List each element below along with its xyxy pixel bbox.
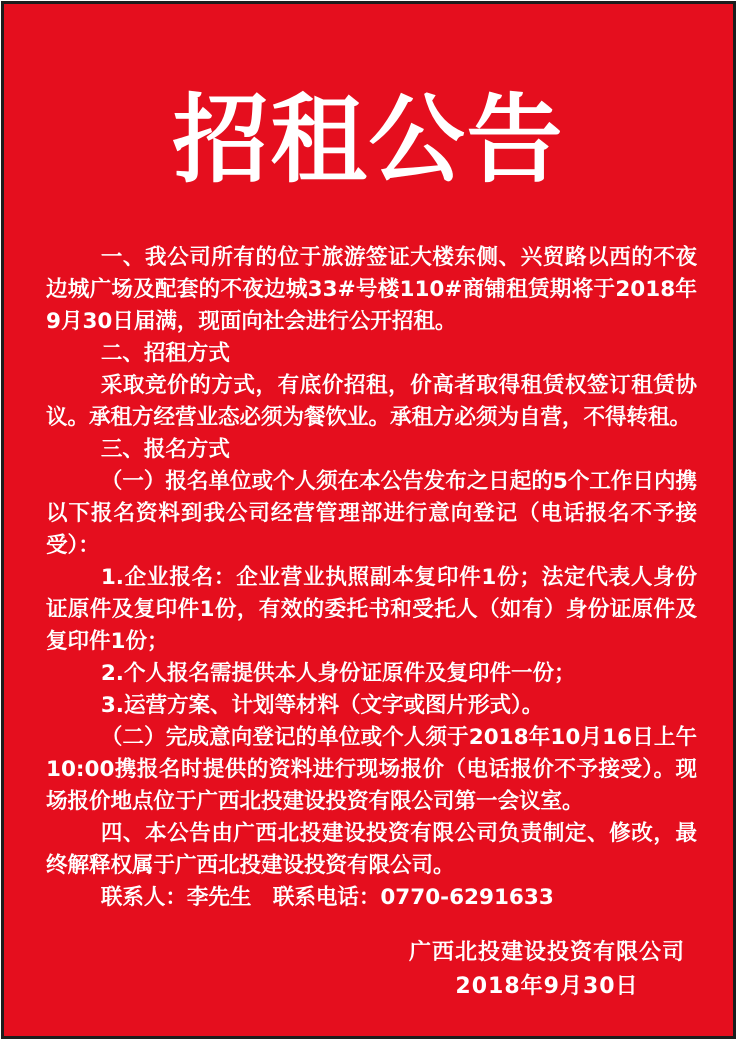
signature-company: 广西北投建设投资有限公司 bbox=[408, 940, 685, 965]
poster-title: 招租公告 bbox=[172, 83, 565, 196]
para-registration: （一）报名单位或个人须在本公告发布之日起的5个工作日内携以下报名资料到我公司经营管理部进行意向登记（电话报名不予接受）： bbox=[46, 469, 697, 558]
para-bidding: （二）完成意向登记的单位或个人须于2018年10月16日上午10:00携报名时提供的资料进行现场报价（电话报价不予接受）。现场报价地点位于广西北投建设投资有限公司第一会议室。 bbox=[46, 725, 697, 814]
rental-announcement-poster bbox=[1, 1, 736, 1039]
para-rental-method: 采取竞价的方式，有底价招租，价高者取得租赁权签订租赁协议。承租方经营业态必须为餐饮业。承租方必须为自营，不得转租。 bbox=[46, 373, 697, 430]
para-item-2: 2.个人报名需提供本人身份证原件及复印件一份； bbox=[100, 661, 576, 686]
para-section-4: 四、本公告由广西北投建设投资有限公司负责制定、修改，最终解释权属于广西北投建设投资有限公司。 bbox=[46, 821, 697, 878]
para-item-3: 3.运营方案、计划等材料（文字或图片形式）。 bbox=[100, 693, 544, 718]
announcement-body bbox=[46, 242, 697, 914]
signature-block bbox=[409, 936, 685, 1004]
signature-date: 2018年9月30日 bbox=[455, 974, 639, 999]
para-contact: 联系人：李先生 联系电话：0770-6291633 bbox=[100, 885, 554, 910]
para-item-1: 1.企业报名：企业营业执照副本复印件1份；法定代表人身份证原件及复印件1份，有效的委托书和受托人（如有）身份证原件及复印件1份； bbox=[46, 565, 697, 654]
heading-section-2: 二、招租方式 bbox=[100, 341, 230, 366]
para-intro: 一、我公司所有的位于旅游签证大楼东侧、兴贸路以西的不夜边城广场及配套的不夜边城33#号楼110#商铺租赁期将于2018年9月30日届满，现面向社会进行公开招租。 bbox=[46, 245, 697, 334]
heading-section-3: 三、报名方式 bbox=[100, 437, 230, 462]
